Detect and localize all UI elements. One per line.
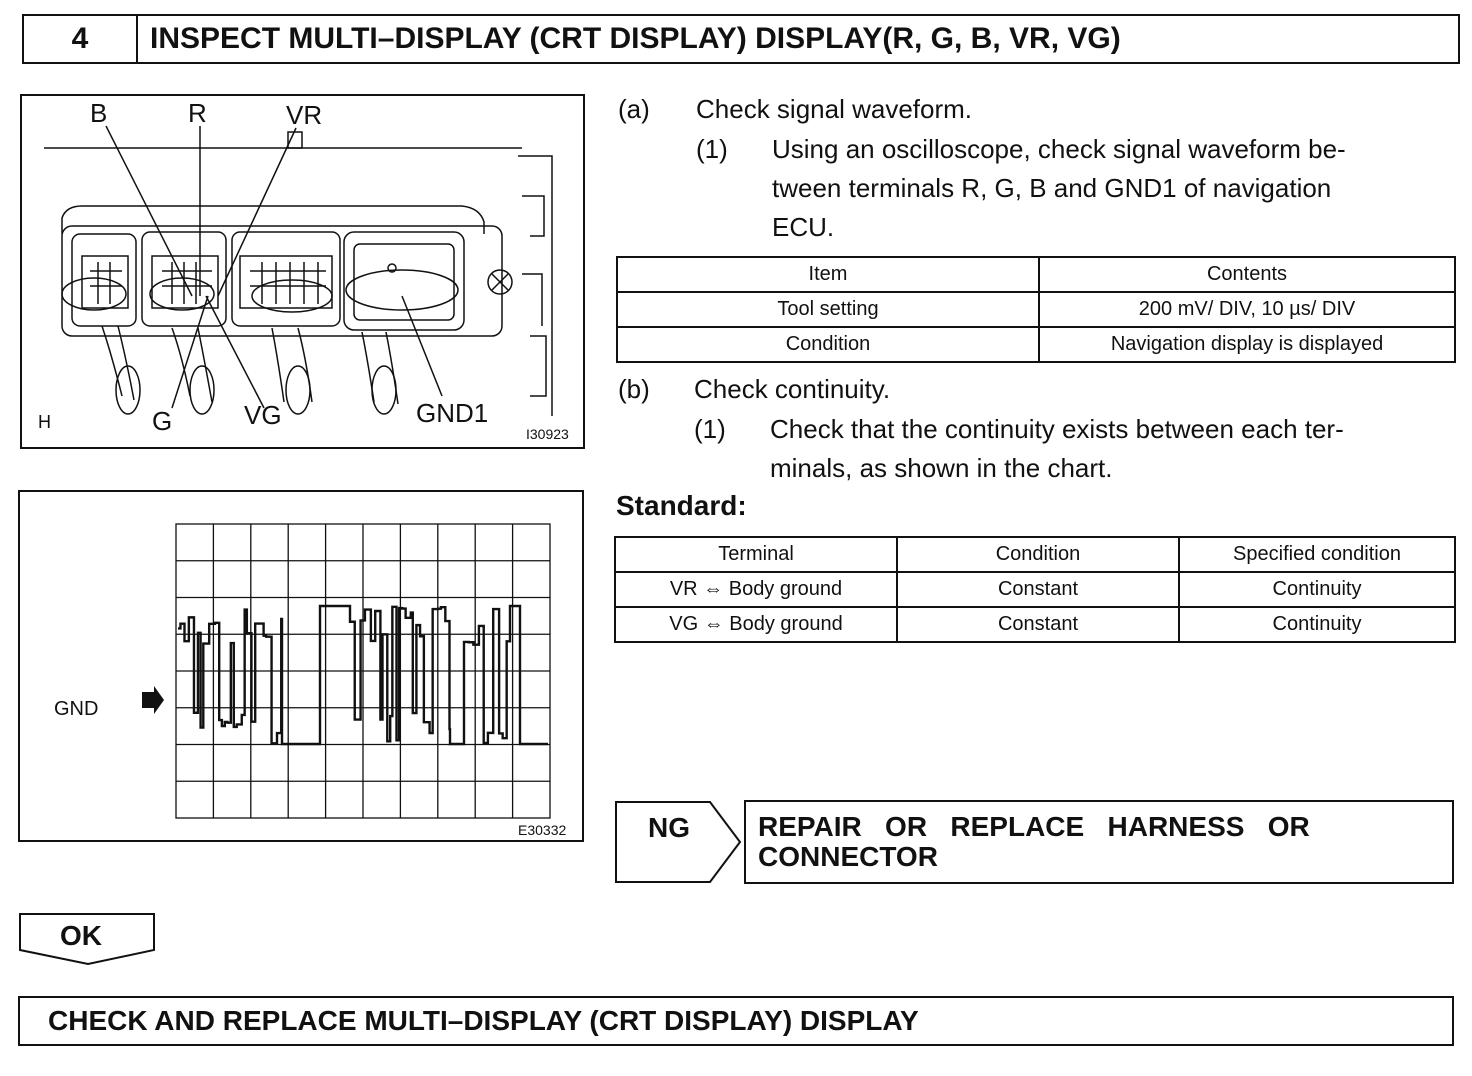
connector-drawing <box>22 96 583 447</box>
step-b1-text <box>770 410 1458 488</box>
ok-label: OK <box>60 920 102 951</box>
table-cell: VR ⇔ Body ground <box>615 572 897 607</box>
table-header: Item <box>617 257 1039 292</box>
text-line: Using an oscilloscope, check signal waveform be- <box>772 134 1346 164</box>
connector-figure <box>20 94 585 449</box>
step-b-marker: (b) <box>618 374 650 404</box>
table-cell: VG ⇔ Body ground <box>615 607 897 642</box>
step-title: INSPECT MULTI–DISPLAY (CRT DISPLAY) DISPLAY(R, G, B, VR, VG) <box>136 14 1460 64</box>
table-cell: Continuity <box>1179 607 1455 642</box>
table-cell: Continuity <box>1179 572 1455 607</box>
table-header: Condition <box>897 537 1179 572</box>
text-line: tween terminals R, G, B and GND1 of navigation <box>772 173 1332 203</box>
text-line: minals, as shown in the chart. <box>770 453 1113 483</box>
step-a1-text <box>772 130 1458 247</box>
step-a-marker: (a) <box>618 94 650 124</box>
table-cell: Navigation display is displayed <box>1039 327 1455 362</box>
step-number: 4 <box>22 14 138 64</box>
table-header: Terminal <box>615 537 897 572</box>
text-line: Check that the continuity exists between each ter- <box>770 414 1344 444</box>
label-g: G <box>152 406 173 436</box>
table-cell: Constant <box>897 572 1179 607</box>
ng-result-box <box>744 800 1454 884</box>
oscilloscope-grid <box>20 492 582 840</box>
table-cell: Constant <box>897 607 1179 642</box>
table-cell: Condition <box>617 327 1039 362</box>
table-cell: Tool setting <box>617 292 1039 327</box>
standard-label: Standard: <box>616 490 747 521</box>
tool-setting-table <box>616 256 1456 363</box>
step-a1-marker: (1) <box>696 134 728 164</box>
ng-result-line1: REPAIR OR REPLACE HARNESS OR <box>758 811 1310 842</box>
label-vr: VR <box>286 100 323 130</box>
figure-id: I30923 <box>526 426 569 442</box>
text-line: ECU. <box>772 212 835 242</box>
label-gnd1: GND1 <box>416 398 489 428</box>
table-header: Specified condition <box>1179 537 1455 572</box>
gnd-label: GND <box>54 698 99 720</box>
label-b: B <box>90 98 108 128</box>
table-header: Contents <box>1039 257 1455 292</box>
label-vg: VG <box>244 400 282 430</box>
label-r: R <box>188 98 207 128</box>
step-b1-marker: (1) <box>694 414 726 444</box>
ng-result-line2: CONNECTOR <box>758 841 938 872</box>
step-b-text: Check continuity. <box>694 374 891 404</box>
final-action-box: CHECK AND REPLACE MULTI–DISPLAY (CRT DISPLAY) DISPLAY <box>18 996 1454 1046</box>
continuity-table <box>614 536 1456 643</box>
step-a-text: Check signal waveform. <box>696 94 972 124</box>
table-cell: 200 mV/ DIV, 10 µs/ DIV <box>1039 292 1455 327</box>
label-h: H <box>38 412 51 432</box>
waveform-figure <box>18 490 584 842</box>
figure-id: E30332 <box>518 822 567 838</box>
ng-label: NG <box>648 812 690 843</box>
